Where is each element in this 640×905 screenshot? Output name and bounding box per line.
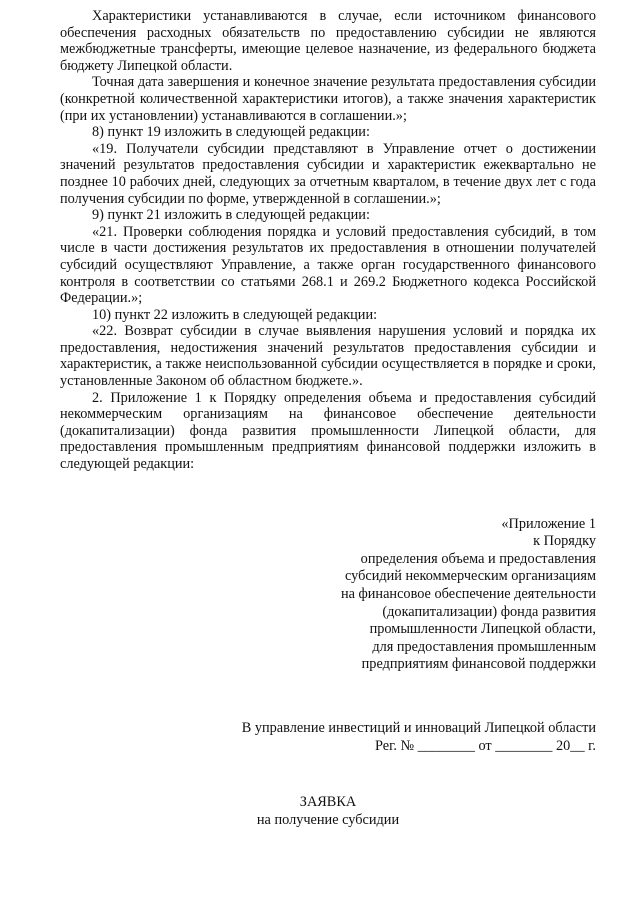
registration-line: Рег. № ________ от ________ 20__ г. — [374, 737, 596, 754]
paragraph-clause-21: «21. Проверки соблюдения порядка и условий предоставления субсидий, в том числе в части достижения результатов их предоставления в отношении получателей субсидий осуществляют Управление, а также орган государственного финансового контроля в соответствии со статьями 268.1 и 269.2 Бюджетного кодекса Российской Федерации.»; — [60, 223, 596, 307]
appendix-header — [96, 516, 596, 674]
appendix-line: промышленности Липецкой области, — [369, 621, 596, 638]
recipient-block — [60, 720, 596, 755]
title-subheading: на получение субсидии — [256, 812, 400, 829]
recipient-addressee: В управление инвестиций и инноваций Липецкой области — [241, 719, 596, 736]
paragraph-completion-date: Точная дата завершения и конечное значение результата предоставления субсидии (конкретной количественной характеристики итогов), а также значения характеристик (при их установлении) устанавливаются в соглашении.»; — [60, 74, 596, 124]
body-text — [60, 8, 596, 473]
paragraph-clause-22: «22. Возврат субсидии в случае выявления нарушения условий и порядка их предоставления, недостижения значений результатов предоставления субсидии и характеристик, а также неиспользованной субсидии осуществляется в порядке и сроки, установленные Законом об областном бюджете.». — [60, 323, 596, 390]
paragraph-clause-19: «19. Получатели субсидии представляют в Управление отчет о достижении значений результатов предоставления субсидии и характеристик ежеквартально не позднее 10 рабочих дней, следующих за отчетным кварталом, в течение двух лет с года получения субсидии по форме, утвержденной в соглашении.»; — [60, 140, 596, 207]
paragraph-appendix-amendment: 2. Приложение 1 к Порядку определения объема и предоставления субсидий некоммерческим организациям на финансовое обеспечение деятельности (докапитализации) фонда развития промышленности Липецкой области, для предоставления промышленным предприятиям финансовой поддержки изложить в следующей редакции: — [60, 389, 596, 473]
appendix-line: определения объема и предоставления — [360, 550, 596, 567]
appendix-line: предприятиям финансовой поддержки — [361, 656, 596, 673]
appendix-line: для предоставления промышленным — [372, 638, 596, 655]
application-title — [60, 793, 596, 829]
paragraph-item-10: 10) пункт 22 изложить в следующей редакции: — [92, 306, 378, 323]
appendix-line: (докапитализации) фонда развития — [382, 603, 596, 620]
appendix-line: субсидий некоммерческим организациям — [344, 568, 596, 585]
title-heading: ЗАЯВКА — [299, 794, 357, 811]
appendix-line: «Приложение 1 — [501, 515, 596, 532]
paragraph-characteristics: Характеристики устанавливаются в случае, если источником финансового обеспечения расходных обязательств по предоставлению субсидии не являются межбюджетные трансферты, имеющие целевое назначение, из федерального бюджета бюджету Липецкой области. — [60, 8, 596, 74]
appendix-line: на финансовое обеспечение деятельности — [340, 586, 596, 602]
paragraph-item-8: 8) пункт 19 изложить в следующей редакции: — [92, 124, 370, 141]
paragraph-item-9: 9) пункт 21 изложить в следующей редакции: — [92, 207, 370, 224]
appendix-line: к Порядку — [533, 533, 596, 550]
